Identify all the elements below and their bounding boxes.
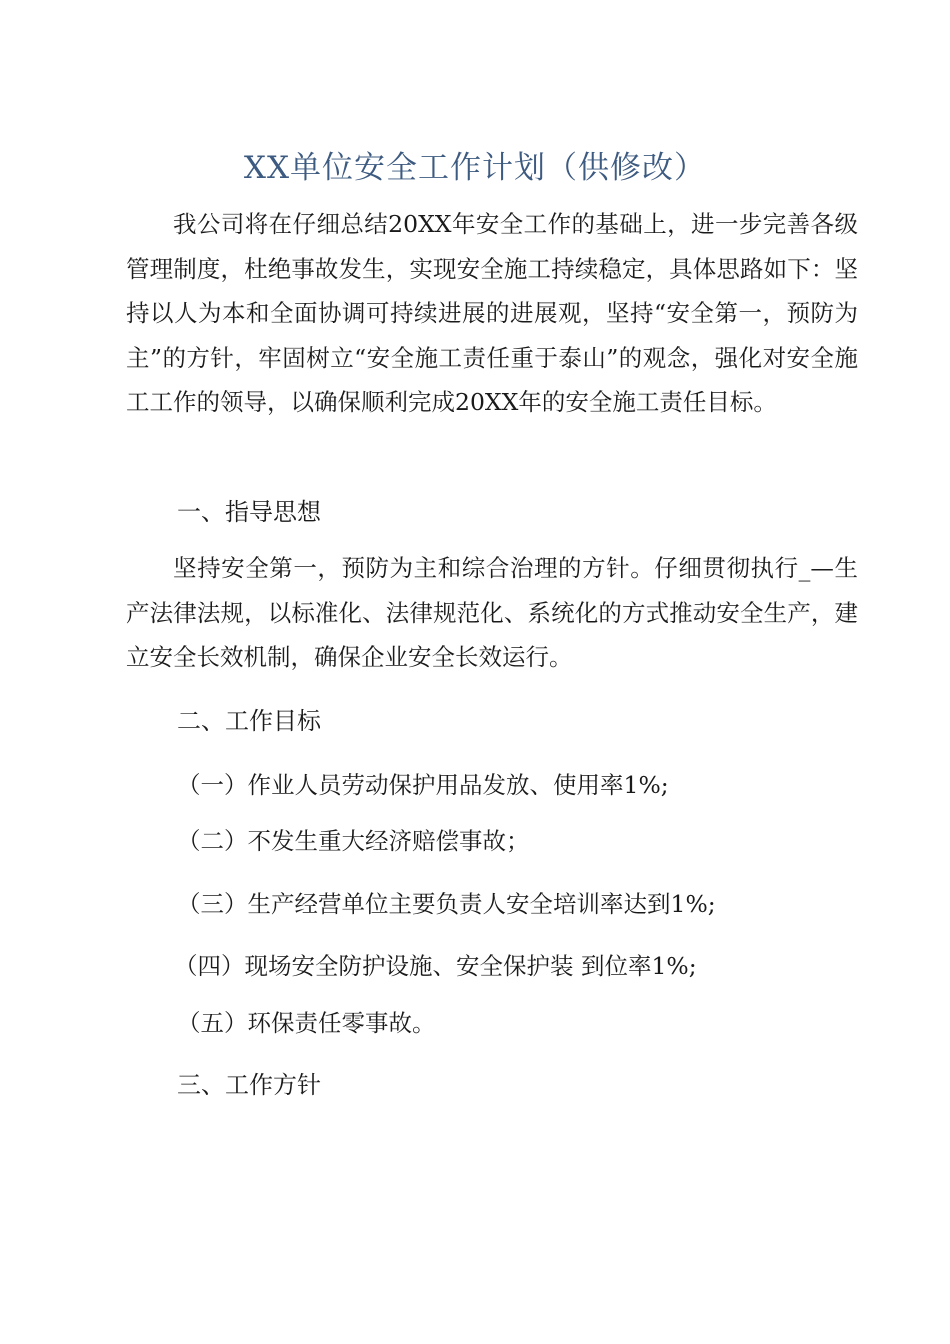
goal-item-5: （五）环保责任零事故。 bbox=[177, 1009, 436, 1037]
document-title: XX单位安全工作计划（供修改） bbox=[243, 150, 707, 186]
guiding-ideology-paragraph: 坚持安全第一，预防为主和综合治理的方针。仔细贯彻执行_—生产法律法规，以标准化、法律规范化、系统化的方式推动安全生产，建立安全长效机制，确保企业安全长效运行。 bbox=[126, 554, 858, 671]
goal-item-4: （四）现场安全防护设施、安全保护装 到位率1%; bbox=[174, 952, 697, 980]
section-heading-work-goals: 二、工作目标 bbox=[177, 707, 321, 735]
goal-item-2: （二）不发生重大经济赔偿事故； bbox=[177, 827, 530, 855]
section-heading-guiding-ideology: 一、指导思想 bbox=[177, 498, 321, 526]
intro-paragraph: 我公司将在仔细总结20XX年安全工作的基础上，进一步完善各级管理制度，杜绝事故发生，实现安全施工持续稳定，具体思路如下：坚持以人为本和全面协调可持续进展的进展观，坚持“安全第一，预防为主”的方针，牢固树立“安全施工责任重于泰山”的观念，强化对安全施工工作的领导，以确保顺利完成20XX年的安全施工责任目标。 bbox=[126, 210, 858, 416]
goal-item-1: （一）作业人员劳动保护用品发放、使用率1%; bbox=[177, 771, 669, 799]
goal-item-3: （三）生产经营单位主要负责人安全培训率达到1%; bbox=[177, 890, 716, 918]
section-heading-work-policy: 三、工作方针 bbox=[177, 1071, 321, 1099]
